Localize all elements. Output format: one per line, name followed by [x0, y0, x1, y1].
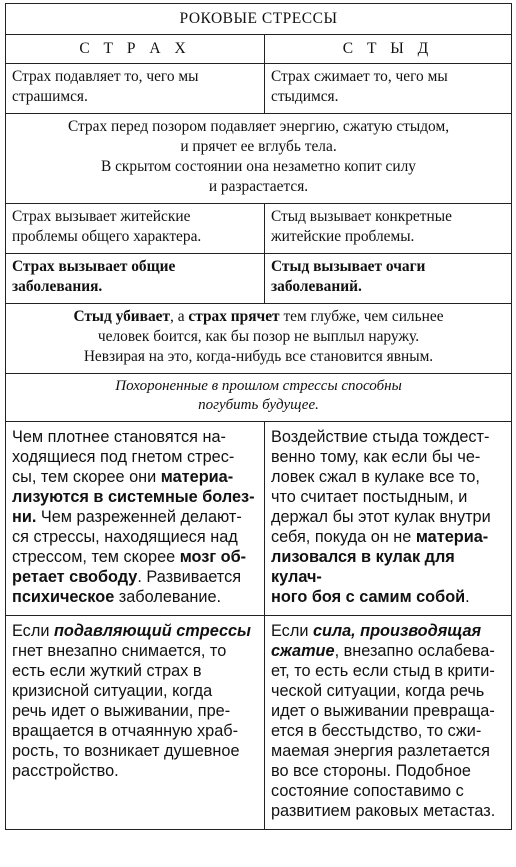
row8-shame-cell	[265, 616, 512, 830]
text-line: В скрытом состоянии она незаметно копит силу	[100, 158, 416, 175]
text-line: Невзирая на это, когда-нибудь все становится явным.	[83, 348, 434, 365]
text-line: человек боится, как бы позор не выплыл наружу.	[97, 328, 420, 345]
plain-text: Если	[12, 622, 54, 640]
row8-fear-cell	[6, 616, 265, 830]
plain-text: сы, тем скорее они	[12, 468, 161, 486]
text-line: ет, то есть если стыд в крити-	[271, 662, 495, 680]
text-line: развитием раковых метастаз.	[271, 802, 496, 820]
text-line: и разрастается.	[208, 178, 309, 195]
bold-text: психическое	[12, 588, 115, 606]
text-line: Страх сжимает то, чего мы	[271, 68, 448, 85]
text-line: во все стороны. Подобное	[271, 762, 471, 780]
text-line	[271, 547, 505, 587]
bold-text: лизуются в системные болез-	[12, 488, 255, 506]
text-line: Похороненные в прошлом стрессы способны	[115, 378, 402, 394]
text-line: состояние сопоставимо с	[271, 782, 464, 800]
text-line: ся стрессы, находящиеся над	[12, 528, 238, 546]
bold-italic-text: сила, производящая	[312, 622, 482, 640]
text-line	[14, 307, 503, 327]
row7-fear-cell	[6, 422, 265, 616]
table-row	[6, 64, 512, 114]
text-line: идет о выживании превраща-	[271, 702, 495, 720]
text-line: кризисной ситуации, когда	[12, 682, 213, 700]
table-row	[6, 254, 512, 304]
bold-italic-text: подавляющий стрессы	[53, 622, 251, 640]
plain-text: . Развивается	[137, 568, 242, 586]
text-line: страшимся.	[12, 88, 88, 105]
row5-merged-cell	[6, 304, 512, 374]
table-row	[6, 204, 512, 254]
text-line	[271, 527, 505, 547]
table-row	[6, 422, 512, 616]
plain-text: тем глубже, чем сильнее	[279, 308, 444, 325]
table-row	[6, 304, 512, 374]
text-line: Страх подавляет то, чего мы	[12, 68, 199, 85]
stress-table	[5, 3, 512, 830]
text-line: венно тому, как если бы че-	[271, 448, 481, 466]
plain-text: , а	[170, 308, 189, 325]
column-header-fear: С Т Р А Х	[6, 35, 265, 64]
text-line: Страх вызывает общие	[12, 258, 176, 275]
bold-text: страх прячет	[188, 308, 280, 325]
text-line: заболевания.	[12, 278, 103, 295]
row1-shame-cell	[265, 64, 512, 114]
text-line: вращается в отчаянную храб-	[12, 722, 239, 740]
text-line	[12, 487, 258, 507]
row3-shame-cell	[265, 204, 512, 254]
text-line: гнет внезапно снимается, то	[12, 642, 227, 660]
document-page	[5, 3, 511, 830]
bold-text: мозг об-	[179, 548, 247, 566]
row2-merged-cell	[6, 114, 512, 204]
plain-text: себя, покуда он не	[271, 528, 416, 546]
text-line	[12, 467, 258, 487]
text-line: Чем плотнее становятся на-	[12, 428, 226, 446]
text-line: заболеваний.	[271, 278, 362, 295]
table-row	[6, 616, 512, 830]
text-line: рость, то возникает душевное	[12, 742, 240, 760]
plain-text: .	[465, 588, 470, 606]
text-line: Стыд вызывает конкретные	[271, 208, 452, 225]
plain-text: , внезапно ослабева-	[334, 642, 495, 660]
text-line: житейские проблемы.	[271, 228, 415, 245]
text-line: погубить будущее.	[198, 397, 319, 413]
row4-fear-cell	[6, 254, 265, 304]
bold-text: ного боя с самим собой	[271, 588, 466, 606]
text-line: Страх перед позором подавляет энергию, сжатую стыдом,	[67, 118, 450, 135]
text-line: речь идет о выживании, пре-	[12, 702, 231, 720]
column-header-shame: С Т Ы Д	[265, 35, 512, 64]
text-line	[271, 641, 505, 661]
row1-fear-cell	[6, 64, 265, 114]
text-line: держал бы этот кулак внутри	[271, 508, 491, 526]
text-line: проблемы общего характера.	[12, 228, 202, 245]
text-line: расстройство.	[12, 762, 119, 780]
text-line: ходящиеся под гнетом стрес-	[12, 448, 235, 466]
text-line: ется в бесстыдство, то сжи-	[271, 722, 482, 740]
text-line: стыдимся.	[271, 88, 339, 105]
text-line: маемая энергия разлетается	[271, 742, 490, 760]
text-line	[12, 567, 258, 587]
text-line: ловек сжал в кулаке все то,	[271, 468, 480, 486]
text-line	[271, 621, 505, 641]
text-line: что считает постыдным, и	[271, 488, 468, 506]
text-line	[12, 621, 258, 641]
text-line	[12, 587, 258, 607]
plain-text: Чем разреженней делают-	[36, 508, 242, 526]
table-row	[6, 114, 512, 204]
bold-text: ретает свободу	[12, 568, 138, 586]
text-line: Стыд вызывает очаги	[271, 258, 426, 275]
table-row	[6, 374, 512, 422]
row3-fear-cell	[6, 204, 265, 254]
bold-text: материа-	[415, 528, 489, 546]
bold-italic-text: сжатие	[271, 642, 335, 660]
text-line: и прячет ее вглубь тела.	[180, 138, 337, 155]
plain-text: Если	[271, 622, 313, 640]
row7-shame-cell	[265, 422, 512, 616]
text-line: Воздействие стыда тождест-	[271, 428, 490, 446]
text-line: есть если жуткий страх в	[12, 662, 202, 680]
bold-text: материа-	[160, 468, 234, 486]
plain-text: заболевание.	[114, 588, 222, 606]
text-line: ческой ситуации, когда речь	[271, 682, 485, 700]
text-line	[12, 547, 258, 567]
row6-merged-cell	[6, 374, 512, 422]
text-line	[12, 507, 258, 527]
table-title: РОКОВЫЕ СТРЕССЫ	[6, 4, 512, 35]
row4-shame-cell	[265, 254, 512, 304]
text-line: Страх вызывает житейские	[12, 208, 191, 225]
bold-text: лизовался в кулак для кулач-	[271, 548, 455, 586]
text-line	[271, 587, 505, 607]
plain-text: стрессом, тем скорее	[12, 548, 180, 566]
bold-text: ни.	[12, 508, 37, 526]
bold-text: Стыд убивает	[73, 308, 171, 325]
